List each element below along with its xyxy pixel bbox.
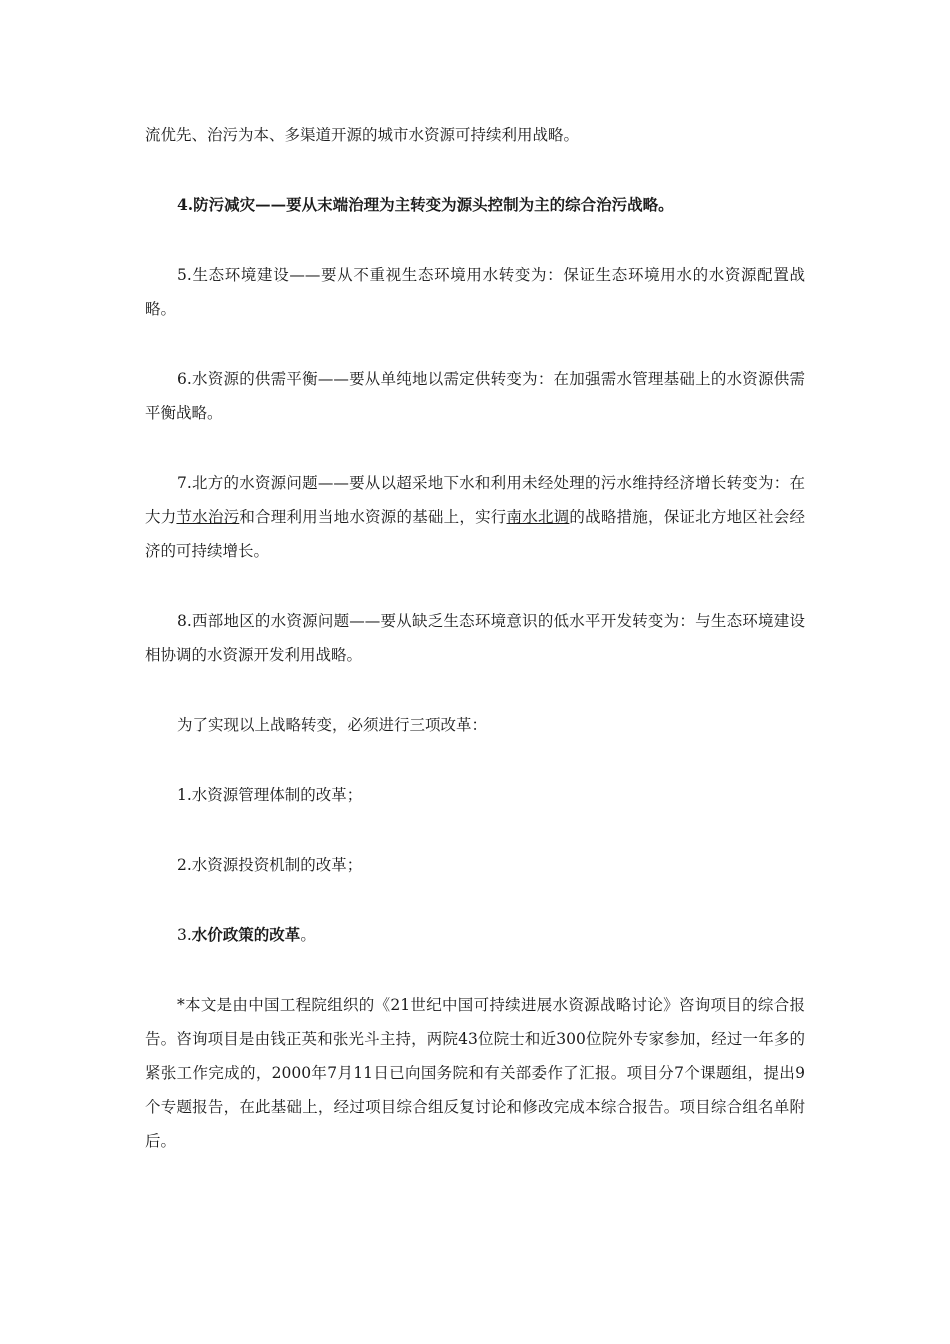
paragraph-strategy-8: 8.西部地区的水资源问题——要从缺乏生态环境意识的低水平开发转变为：与生态环境建设相协调的水资源开发利用战略。	[145, 612, 805, 664]
link-water-saving[interactable]: 节水治污	[176, 508, 240, 526]
paragraph-strategy-7	[145, 466, 805, 568]
paragraph-reform-2: 2.水资源投资机制的改革；	[177, 856, 363, 874]
paragraph-reform-3	[145, 918, 805, 952]
strategy-7-text-c: 的战略措施，保证北方地区社会经济的可持续增长。	[145, 508, 805, 560]
reform-3-number: 3.	[177, 926, 192, 944]
paragraph-strategy-4: 4.防污减灾——要从末端治理为主转变为源头控制为主的综合治污战略。	[177, 195, 674, 214]
paragraph-strategy-6: 6.水资源的供需平衡——要从单纯地以需定供转变为：在加强需水管理基础上的水资源供需平衡战略。	[145, 370, 805, 422]
link-south-north-water-transfer[interactable]: 南水北调	[506, 508, 570, 526]
paragraph-reform-1: 1.水资源管理体制的改革；	[177, 786, 363, 804]
paragraph-footnote: *本文是由中国工程院组织的《21世纪中国可持续进展水资源战略讨论》咨询项目的综合报告。咨询项目是由钱正英和张光斗主持，两院43位院士和近300位院外专家参加，经过一年多的紧张工作完成的，2000年7月11日已向国务院和有关部委作了汇报。项目分7个课题组，提出9个专题报告，在此基础上，经过项目综合组反复讨论和修改完成本综合报告。项目综合组名单附后。	[145, 996, 805, 1150]
strategy-7-text-a: 7.北方的水资源问题——要从以超采地下水和利用未经处理的污水维持经济增长转变为：在大力	[145, 474, 805, 526]
paragraph-strategy-5: 5.生态环境建设——要从不重视生态环境用水转变为：保证生态环境用水的水资源配置战略。	[145, 266, 805, 318]
reform-3-title: 水价政策的改革	[191, 925, 301, 944]
document-body	[145, 118, 805, 1194]
strategy-7-text-b: 和合理利用当地水资源的基础上，实行	[239, 508, 507, 526]
reform-3-end: 。	[300, 926, 316, 944]
paragraph-reforms-intro: 为了实现以上战略转变，必须进行三项改革：	[177, 716, 488, 734]
paragraph-continuation: 流优先、治污为本、多渠道开源的城市水资源可持续利用战略。	[145, 126, 580, 144]
